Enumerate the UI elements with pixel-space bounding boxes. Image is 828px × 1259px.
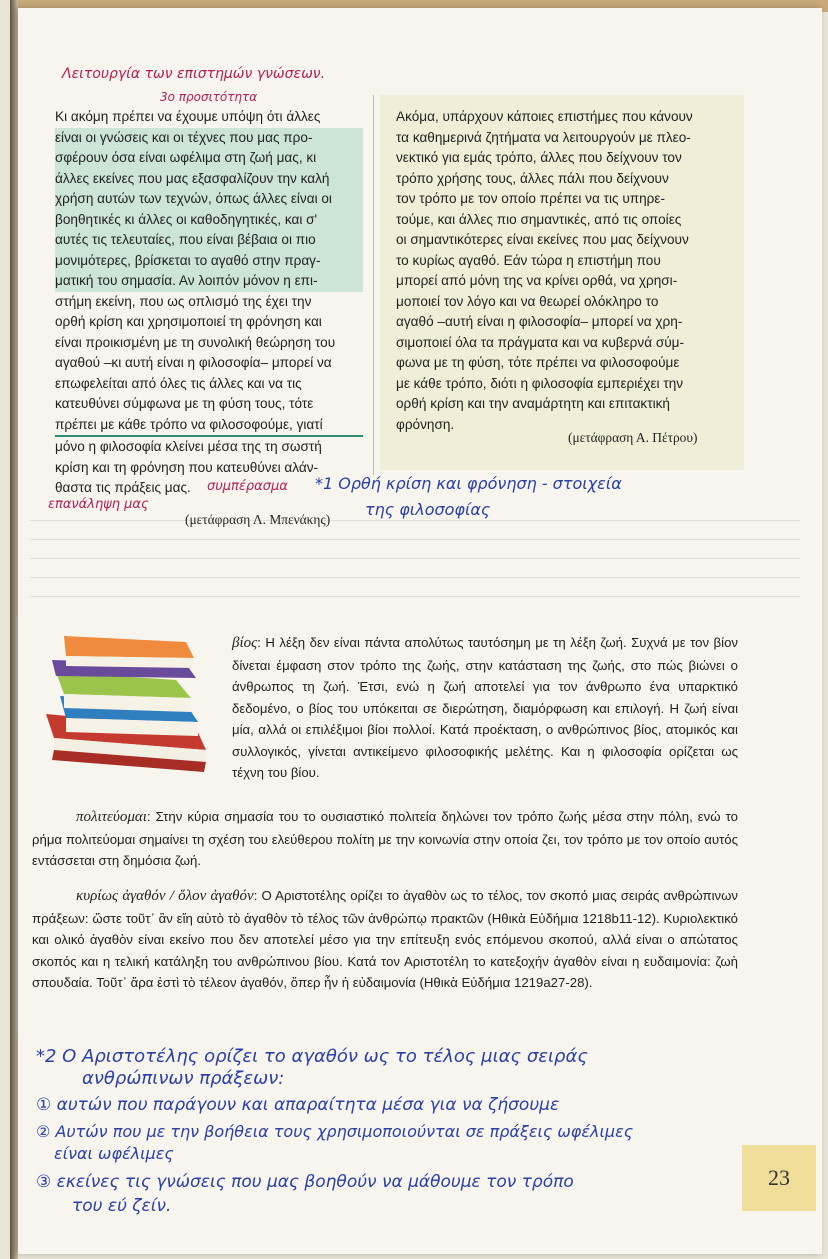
text-line: Κι ακόμη πρέπει να έχουμε υπόψη ότι άλλες: [55, 109, 321, 124]
text-line: φρόνηση.: [396, 416, 455, 432]
text-line: είναι προικισμένη με τη συνολική θεώρηση του: [55, 334, 336, 350]
text-line: το κυρίως αγαθό. Εάν τώρα η επιστήμη που: [396, 252, 661, 268]
text-line: πρέπει με κάθε τρόπο να φιλοσοφούμε, γιατί: [55, 415, 363, 438]
book-orange-top: [64, 636, 194, 668]
text-line: στήμη εκείνη, που ως οπλισμό της έχει την: [55, 293, 312, 309]
handwritten-note-2-line2: ανθρώπινων πράξεων:: [82, 1068, 285, 1089]
text-line: είναι οι γνώσεις και οι τέχνες που μας προ-: [55, 128, 363, 149]
handwritten-subheading: 3ο προσιτότητα: [160, 90, 258, 104]
handwritten-note-1: *1 Ορθή κρίση και φρόνηση - στοιχεία: [315, 474, 622, 493]
text-line: μονιμότερες, βρίσκεται το αγαθό στην πραγ-: [55, 251, 363, 272]
text-line: τούμε, και άλλες πιο σημαντικές, από τις οποίες: [396, 211, 682, 227]
glossary-term: κυρίως ἀγαθόν / ὅλον ἀγαθόν: [76, 888, 254, 904]
bleed-through-text: [30, 520, 800, 610]
text-line: νεκτικό για εμάς τρόπο, άλλες που δείχνουν τον: [396, 150, 682, 165]
text-line: χρήση αυτών των τεχνών, όπως άλλες είναι οι: [55, 189, 363, 210]
glossary-term: πολιτεύομαι: [76, 809, 147, 825]
glossary-bios: [232, 632, 738, 784]
translation-credit-right: (μετάφραση Α. Πέτρου): [568, 430, 698, 445]
glossary-agathon: [32, 885, 738, 994]
handwritten-point-3-cont: του εύ ζείν.: [72, 1196, 172, 1216]
text-line: άλλες εκείνες που μας εξασφαλίζουν την καλή: [55, 169, 363, 190]
handwritten-point-3: ③ εκείνες τις γνώσεις που μας βοηθούν να μάθουμε τον τρόπο: [36, 1172, 574, 1192]
page-number: 23: [742, 1145, 816, 1211]
text-line: θαστα τις πράξεις μας.: [55, 480, 191, 495]
handwritten-point-2: ② Αυτών που με την βοήθεια τους χρησιμοποιούνται σε πράξεις ωφέλιμες: [36, 1122, 634, 1141]
text-line: ορθή κρίση και την αναμάρτητη και επιτακτική: [396, 396, 670, 411]
books-illustration: [36, 632, 216, 790]
text-line: ορθή κρίση και χρησιμοποιεί τη φρόνηση και: [55, 314, 322, 329]
text-line: μπορεί από μόνη της να κρίνει ορθά, να χρησι-: [396, 273, 678, 288]
translation-credit-left: (μετάφραση Λ. Μπενάκης): [185, 512, 331, 527]
text-line: με κάθε τρόπο, διότι η φιλοσοφία εμπεριέχει την: [396, 375, 684, 391]
text-line: Ακόμα, υπάρχουν κάποιες επιστήμες που κάνουν: [396, 109, 693, 124]
left-column-text: [55, 107, 363, 499]
glossary-definition: : Στην κύρια σημασία του το ουσιαστικό πολιτεία δηλώνει τον τρόπο ζωής μέσα στην πόλη, ενώ το ρήμα πολιτεύομαι σημαίνει τη σχέση του ελεύθερου πολίτη με την κοινωνία στην οποία ζει, τον τρόπο με τον οποίο αυτός εντάσσεται στη δημόσια ζωή.: [32, 809, 738, 868]
handwritten-conclusion: συμπέρασμα: [207, 479, 288, 494]
text-line: σιμοποιεί όλα τα πράγματα και να κυβερνά σύμ-: [396, 334, 685, 350]
text-line: αυτές τις τελευταίες, που είναι βέβαια οι πιο: [55, 230, 363, 251]
right-column-text: [396, 107, 730, 435]
text-line: τον τρόπο με τον οποίο πρέπει να τις υπηρε-: [396, 191, 666, 206]
text-line: οι σημαντικότερες είναι εκείνες που μας δείχνουν: [396, 232, 689, 247]
handwritten-heading: Λειτουργία των επιστημών γνώσεων.: [62, 66, 326, 82]
glossary-politeuomai: [32, 806, 738, 872]
text-line: επωφελείται από όλες τις άλλες και να τις: [55, 375, 302, 391]
handwritten-note-2-line1: *2 Ο Αριστοτέλης ορίζει το αγαθόν ως το τέλος μιας σειράς: [36, 1046, 588, 1067]
text-line: βοηθητικές κι άλλες οι καθοδηγητικές, και σ': [55, 210, 363, 231]
text-line: αγαθού –κι αυτή είναι η φιλοσοφία– μπορεί να: [55, 355, 332, 370]
text-line: ματική του σημασία. Αν λοιπόν μόνον η επι-: [55, 271, 363, 292]
handwritten-point-1: ① αυτών που παράγουν και απαραίτητα μέσα για να ζήσουμε: [36, 1095, 560, 1115]
handwritten-repetition: επανάληψη μας: [48, 497, 149, 512]
text-line: σφέρουν όσα είναι ωφέλιμα στη ζωή μας, κι: [55, 148, 363, 169]
text-line: κρίση και τη φρόνηση που κατευθύνει αλάν-: [55, 459, 319, 475]
margin-line: [16, 615, 17, 1035]
text-line: μόνο η φιλοσοφία κλείνει μέσα της τη σωστή: [55, 439, 322, 454]
text-line: τρόπο χρήσης τους, άλλες πάλι που δείχνουν: [396, 170, 669, 186]
text-line: κατευθύνει σύμφωνα με τη φύση τους, τότε: [55, 396, 314, 411]
glossary-term: βίος: [232, 635, 258, 651]
text-line: αγαθό –αυτή είναι η φιλοσοφία– μπορεί να χρη-: [396, 314, 683, 329]
text-line: τα καθημερινά ζητήματα να λειτουργούν με πλεο-: [396, 129, 691, 145]
text-line: μοποιεί τον λόγο και να θεωρεί ολόκληρο το: [396, 293, 659, 309]
glossary-definition: : Ο Αριστοτέλης ορίζει το ἀγαθὸν ως το τέλος, τον σκοπό μιας σειράς ανθρώπινων πράξεων: ὥστε τοῦτ᾽ ἂν εἴη αὐτὸ τὸ ἀγαθὸν τὸ τέλος τῶν ἀνθρώπῳ πρακτῶν (Ηθικὰ Εὐδήμια 1218b11-12). Κυριολεκτικό και ολικό ἀγαθὸν είναι εκείνο που δεν αποτελεί μέσο για την επίτευξη ενός επόμενου σκοπού, αλλά είναι ο απώτατος σκοπός και η τελική κατάληξη του ανθρώπινου βίου. Κατά τον Αριστοτέλη το κατεξοχήν ἀγαθὸν είναι η ευδαιμονία: ζωὴ σπουδαία. Τοῦτ᾽ ἄρα ἐστὶ τὸ τέλεον ἀγαθόν, ὅπερ ἦν ἡ εὐδαιμονία (Ηθικὰ Εὐδήμια 1219a27-28).: [32, 888, 738, 990]
book-green: [56, 672, 191, 712]
text-line: φωνα με τη φύση, τότε πρέπει να φιλοσοφούμε: [396, 355, 680, 370]
handwritten-point-2-cont: είναι ωφέλιμες: [54, 1144, 174, 1163]
glossary-definition: : Η λέξη δεν είναι πάντα απολύτως ταυτόσημη με τη λέξη ζωή. Συχνά με τον βίον δίνεται έμφαση στον τρόπο της ζωής, στην κατάσταση της ζωής, στο πώς βιώνει ο άνθρωπος τη ζωή. Έτσι, ενώ η ζωή αποτελεί για τον άνθρωπο ένα υπαρκτικό δεδομένο, ο βίος του υπόκειται σε διερώτηση, διαμόρφωση και επιλογή. Η ζωή είναι μία, αλλά οι επιλέξιμοι βίοι πολλοί. Κατά προέκταση, ο ανθρώπινος βίος, ατομικός και συλλογικός, γίνεται αντικείμενο φιλοσοφικής μελέτης. Και η φιλοσοφία ορίζεται ως τέχνη του βίου.: [232, 635, 738, 780]
handwritten-note-2: της φιλοσοφίας: [365, 500, 491, 519]
column-divider: [373, 95, 374, 475]
